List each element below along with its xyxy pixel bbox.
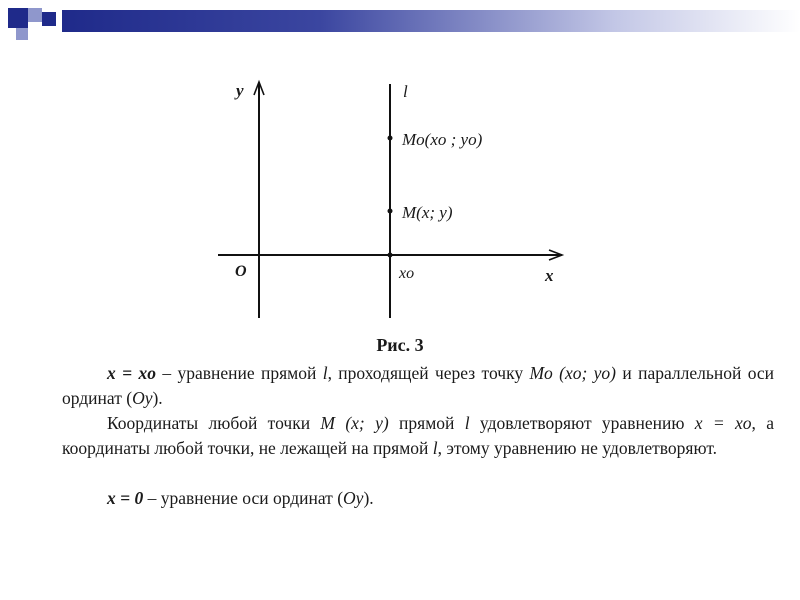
equation-x-0: x = 0 xyxy=(107,488,144,508)
line-symbol: l xyxy=(464,413,470,433)
y-axis-label: y xyxy=(236,81,244,100)
axis-symbol: Oy xyxy=(343,488,364,508)
axis-symbol: Oy xyxy=(132,388,153,408)
origin-label: O xyxy=(235,263,247,280)
paragraph-3 xyxy=(62,486,774,511)
text-fragment: Координаты любой точки xyxy=(107,413,321,433)
text-fragment: , проходящей через точку xyxy=(327,363,530,383)
x-axis-label: x xyxy=(545,266,554,285)
paragraph-1 xyxy=(62,361,774,411)
text-fragment: ). xyxy=(152,388,163,408)
point-m0-label: Mo(xo ; yo) xyxy=(402,130,483,149)
point-x0 xyxy=(388,253,393,258)
equation-x-x0: x = xo xyxy=(107,363,156,383)
text-fragment: ). xyxy=(363,488,374,508)
point-symbol: Mo xyxy=(529,363,553,383)
point-symbol: M (x; y) xyxy=(320,413,389,433)
text-fragment: удовлетворяют уравнению xyxy=(469,413,695,433)
text-fragment: , а координаты любой точки, не лежащей на прямой xyxy=(62,413,775,458)
text-fragment: прямой xyxy=(388,413,465,433)
dash: – xyxy=(155,363,178,383)
line-symbol: l xyxy=(322,363,328,383)
paragraph-2 xyxy=(62,411,774,461)
point-m0 xyxy=(388,136,393,141)
text-fragment: уравнение прямой xyxy=(177,363,323,383)
text-fragment: и параллельной оси ординат ( xyxy=(62,363,775,408)
point-m xyxy=(388,209,393,214)
equation-inline: x = xo xyxy=(694,413,752,433)
x0-tick-label: xo xyxy=(399,265,415,282)
line-l-label: l xyxy=(403,82,408,101)
text-fragment: уравнение оси ординат ( xyxy=(160,488,344,508)
line-symbol: l xyxy=(432,438,438,458)
point-coords: (xo; yo) xyxy=(552,363,617,383)
figure-caption: Рис. 3 xyxy=(376,335,424,355)
dash: – xyxy=(143,488,161,508)
text-fragment: , этому уравнению не удовлетворяют. xyxy=(437,438,718,458)
point-m-label: M(x; y) xyxy=(402,203,453,222)
